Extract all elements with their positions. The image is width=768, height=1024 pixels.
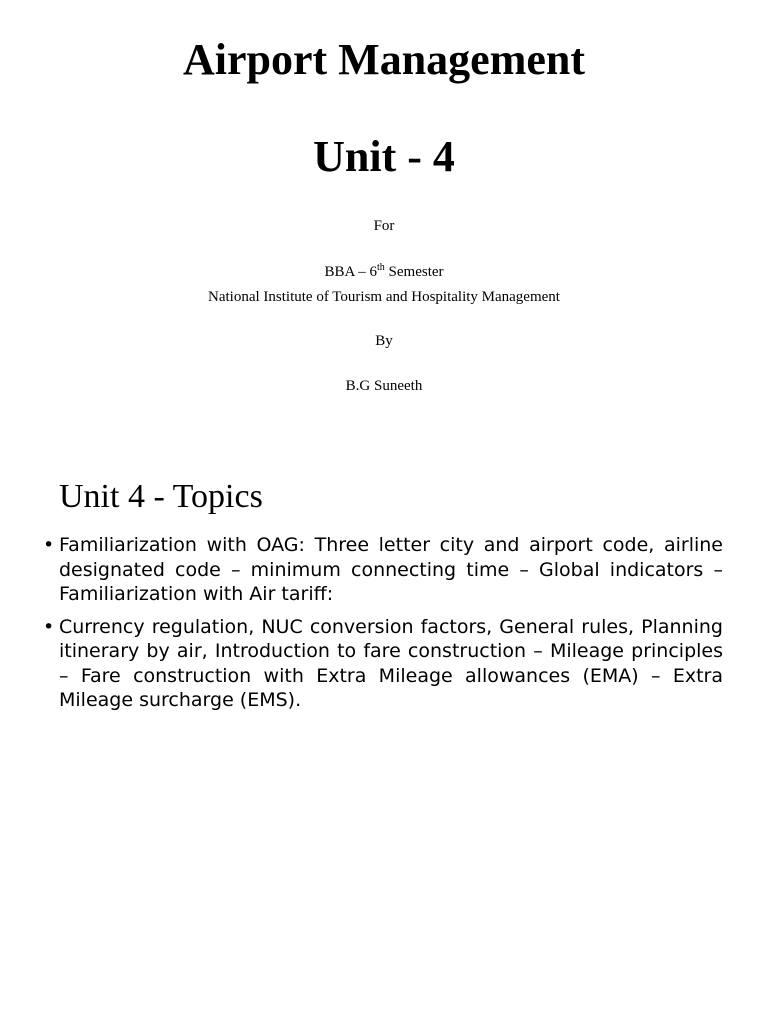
- by-label: By: [375, 333, 393, 349]
- topics-heading: Unit 4 - Topics: [59, 478, 263, 515]
- program-suffix: Semester: [384, 264, 444, 280]
- document-title: Airport Management: [182, 35, 585, 84]
- topic-item: [43, 615, 723, 713]
- program-line: [0, 262, 768, 282]
- program-text: BBA – 6: [324, 264, 377, 280]
- topic-item: [43, 533, 723, 607]
- topic-text: Currency regulation, NUC conversion factors, General rules, Planning itinerary by air, Introduction to fare construction – Mileage principles – Fare construction with Extra Mileage allowances (EMA) – Extra Mileage surcharge (EMS).: [59, 615, 723, 711]
- topic-text: Familiarization with OAG: Three letter city and airport code, airline designated code – minimum connecting time – Global indicators – Familiarization with Air tariff:: [59, 534, 723, 605]
- for-label: For: [373, 218, 395, 234]
- bullet-icon: •: [43, 615, 55, 638]
- program-superscript: th: [377, 262, 385, 273]
- author-name: B.G Suneeth: [345, 378, 423, 394]
- topics-list: [43, 533, 723, 721]
- bullet-icon: •: [43, 534, 55, 556]
- unit-title: Unit - 4: [313, 132, 455, 181]
- institute-name: National Institute of Tourism and Hospitality Management: [208, 289, 560, 305]
